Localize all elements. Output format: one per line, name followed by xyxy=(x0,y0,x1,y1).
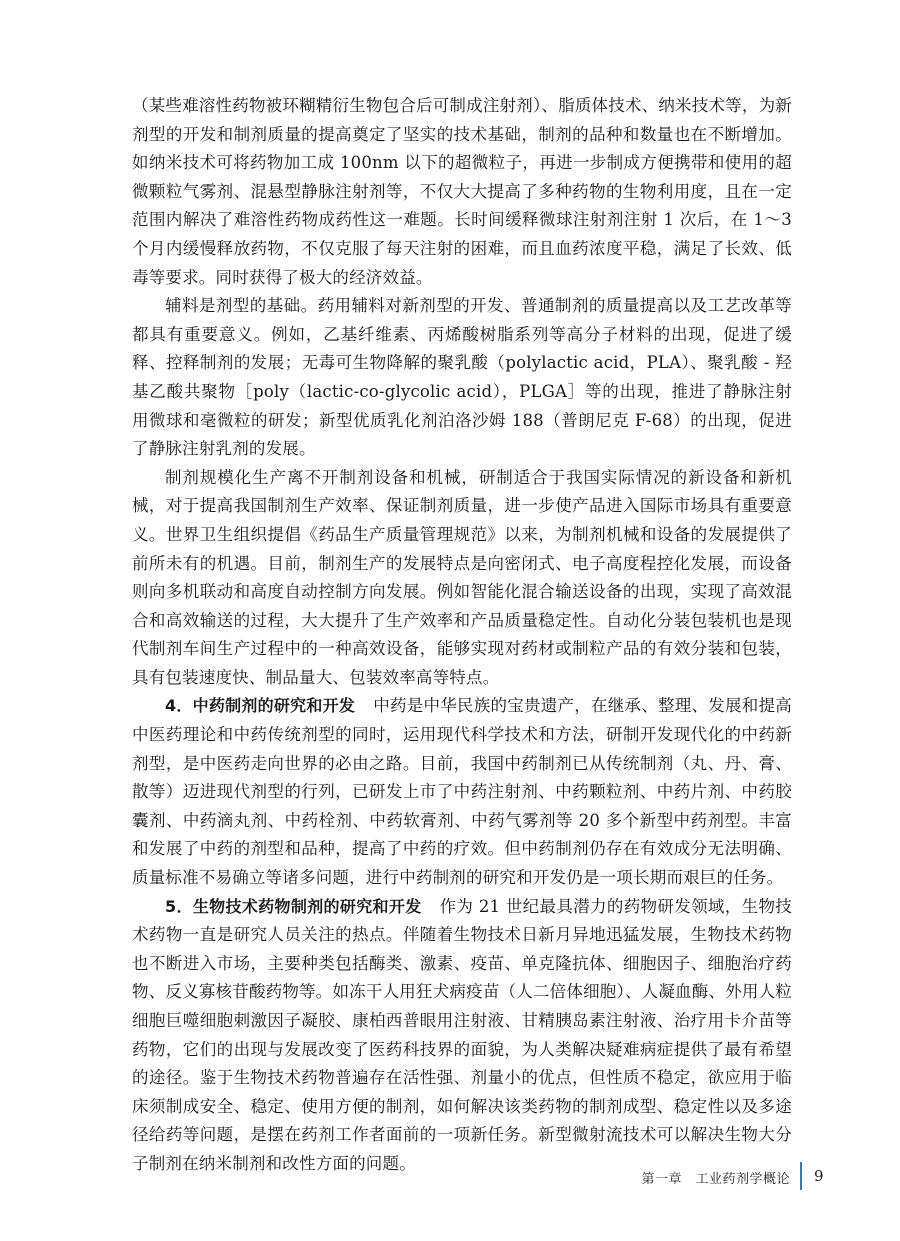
section-4-paragraph xyxy=(132,692,792,892)
section-4-body: 中药是中华民族的宝贵遗产，在继承、整理、发展和提高中医药理论和中药传统剂型的同时，运用现代科学技术和方法，研制开发现代化的中药新剂型，是中医药走向世界的必由之路。目前，我国中药制剂已从传统制剂（丸、丹、膏、散等）迈进现代剂型的行列，已研发上市了中药注射剂、中药颗粒剂、中药片剂、中药胶囊剂、中药滴丸剂、中药栓剂、中药软膏剂、中药气雾剂等 20 多个新型中药剂型。丰富和发展了中药的剂型和品种，提高了中药的疗效。但中药制剂仍存在有效成分无法明确、质量标准不易确立等诸多问题，进行中药制剂的研究和开发仍是一项长期而艰巨的任务。 xyxy=(132,696,792,888)
page-footer xyxy=(0,1162,900,1192)
section-5-heading: 5．生物技术药物制剂的研究和开发 xyxy=(165,896,422,916)
paragraph-equipment: 制剂规模化生产离不开制剂设备和机械，研制适合于我国实际情况的新设备和新机械，对于提高我国制剂生产效率、保证制剂质量，进一步使产品进入国际市场具有重要意义。世界卫生组织提倡《药品生产质量管理规范》以来，为制剂机械和设备的发展提供了前所未有的机遇。目前，制剂生产的发展特点是向密闭式、电子高度程控化发展，而设备则向多机联动和高度自动控制方向发展。例如智能化混合输送设备的出现，实现了高效混合和高效输送的过程，大大提升了生产效率和产品质量稳定性。自动化分装包装机也是现代制剂车间生产过程中的一种高效设备，能够实现对药材或制粒产品的有效分装和包装，具有包装速度快、制品量大、包装效率高等特点。 xyxy=(132,467,792,687)
page-number: 9 xyxy=(814,1167,824,1185)
section-5-paragraph xyxy=(132,893,792,1179)
paragraph-excipients: 辅料是剂型的基础。药用辅料对新剂型的开发、普通制剂的质量提高以及工艺改革等都具有重要意义。例如，乙基纤维素、丙烯酸树脂系列等高分子材料的出现，促进了缓释、控释制剂的发展；无毒可生物降解的聚乳酸（polylactic acid，PLA）、聚乳酸 - 羟基乙酸共聚物［poly（lactic-co-glycolic acid），PLGA］等的出现，推进了静脉注射用微球和毫微粒的研发；新型优质乳化剂泊洛沙姆 188（普朗尼克 F-68）的出现，促进了静脉注射乳剂的发展。 xyxy=(132,296,792,459)
section-5-body: 作为 21 世纪最具潜力的药物研发领域，生物技术药物一直是研究人员关注的热点。伴随着生物技术日新月异地迅猛发展，生物技术药物也不断进入市场，主要种类包括酶类、激素、疫苗、单克隆抗体、细胞因子、细胞治疗药物、反义寡核苷酸药物等。如冻干人用狂犬病疫苗（人二倍体细胞）、人凝血酶、外用人粒细胞巨噬细胞刺激因子凝胶、康柏西普眼用注射液、甘精胰岛素注射液、治疗用卡介苗等药物，它们的出现与发展改变了医药科技界的面貌，为人类解决疑难病症提供了最有希望的途径。鉴于生物技术药物普遍存在活性强、剂量小的优点，但性质不稳定，欲应用于临床须制成安全、稳定、使用方便的制剂，如何解决该类药物的制剂成型、稳定性以及多途径给药等问题，是摆在药剂工作者面前的一项新任务。新型微射流技术可以解决生物大分子制剂在纳米制剂和改性方面的问题。 xyxy=(132,896,792,1173)
section-4-heading: 4．中药制剂的研究和开发 xyxy=(165,696,356,716)
page-body xyxy=(132,92,792,1179)
paragraph-continuation: （某些难溶性药物被环糊精衍生物包合后可制成注射剂）、脂质体技术、纳米技术等，为新剂型的开发和制剂质量的提高奠定了坚实的技术基础，制剂的品种和数量也在不断增加。如纳米技术可将药物加工成 100nm 以下的超微粒子，再进一步制成方便携带和使用的超微颗粒气雾剂、混悬型静脉注射剂等，不仅大大提高了多种药物的生物利用度，且在一定范围内解决了难溶性药物成药性这一难题。长时间缓释微球注射剂注射 1 次后，在 1～3 个月内缓慢释放药物，不仅克服了每天注射的困难，而且血药浓度平稳，满足了长效、低毒等要求。同时获得了极大的经济效益。 xyxy=(132,96,792,287)
chapter-title: 第一章 工业药剂学概论 xyxy=(641,1172,790,1187)
footer-divider xyxy=(800,1162,802,1190)
